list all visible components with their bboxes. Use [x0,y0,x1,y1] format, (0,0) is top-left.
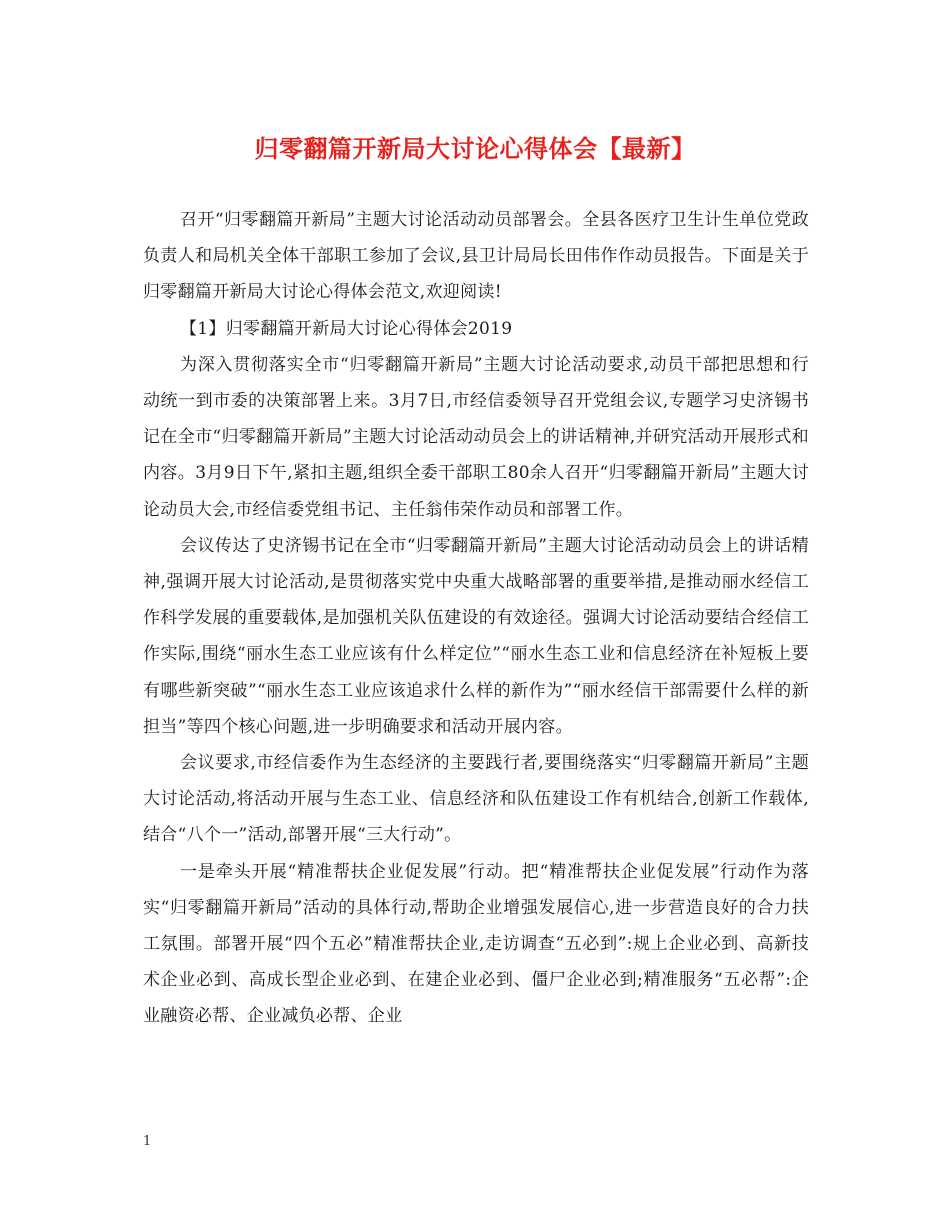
paragraph: 会议要求,市经信委作为生态经济的主要践行者,要围绕落实“归零翻篇开新局”主题大讨论活动,将活动开展与生态工业、信息经济和队伍建设工作有机结合,创新工作载体,结合“八个一”活动,部署开展“三大行动”。 [143,753,809,846]
paragraph: 为深入贯彻落实全市“归零翻篇开新局”主题大讨论活动要求,动员干部把思想和行动统一到市委的决策部署上来。3月7日,市经信委领导召开党组会议,专题学习史济锡书记在全市“归零翻篇开新局”主题大讨论活动动员会上的讲话精神,并研究活动开展形式和内容。3月9日下午,紧扣主题,组织全委干部职工80余人召开“归零翻篇开新局”主题大讨论动员大会,市经信委党组书记、主任翁伟荣作动员和部署工作。 [143,354,809,520]
section-heading: 【1】归零翻篇开新局大讨论心得体会2019 [180,318,513,339]
document-title: 归零翻篇开新局大讨论心得体会【最新】 [254,134,696,163]
document-body [143,202,809,1035]
page-number: 1 [143,1134,152,1149]
paragraph: 一是牵头开展“精准帮扶企业促发展”行动。把“精准帮扶企业促发展”行动作为落实“归零翻篇开新局”活动的具体行动,帮助企业增强发展信心,进一步营造良好的合力扶工氛围。部署开展“四个五必”精准帮扶企业,走访调查“五必到”:规上企业必到、高新技术企业必到、高成长型企业必到、在建企业必到、僵尸企业必到;精准服务“五必帮”:企业融资必帮、企业减负必帮、企业 [143,861,809,1027]
paragraph-intro: 召开“归零翻篇开新局”主题大讨论活动动员部署会。全县各医疗卫生计生单位党政负责人和局机关全体干部职工参加了会议,县卫计局局长田伟作作动员报告。下面是关于归零翻篇开新局大讨论心得体会范文,欢迎阅读! [143,210,809,303]
paragraph: 会议传达了史济锡书记在全市“归零翻篇开新局”主题大讨论活动动员会上的讲话精神,强调开展大讨论活动,是贯彻落实党中央重大战略部署的重要举措,是推动丽水经信工作科学发展的重要载体,是加强机关队伍建设的有效途径。强调大讨论活动要结合经信工作实际,围绕“丽水生态工业应该有什么样定位”“丽水生态工业和信息经济在补短板上要有哪些新突破”“丽水生态工业应该追求什么样的新作为”“丽水经信干部需要什么样的新担当”等四个核心问题,进一步明确要求和活动开展内容。 [143,535,809,737]
